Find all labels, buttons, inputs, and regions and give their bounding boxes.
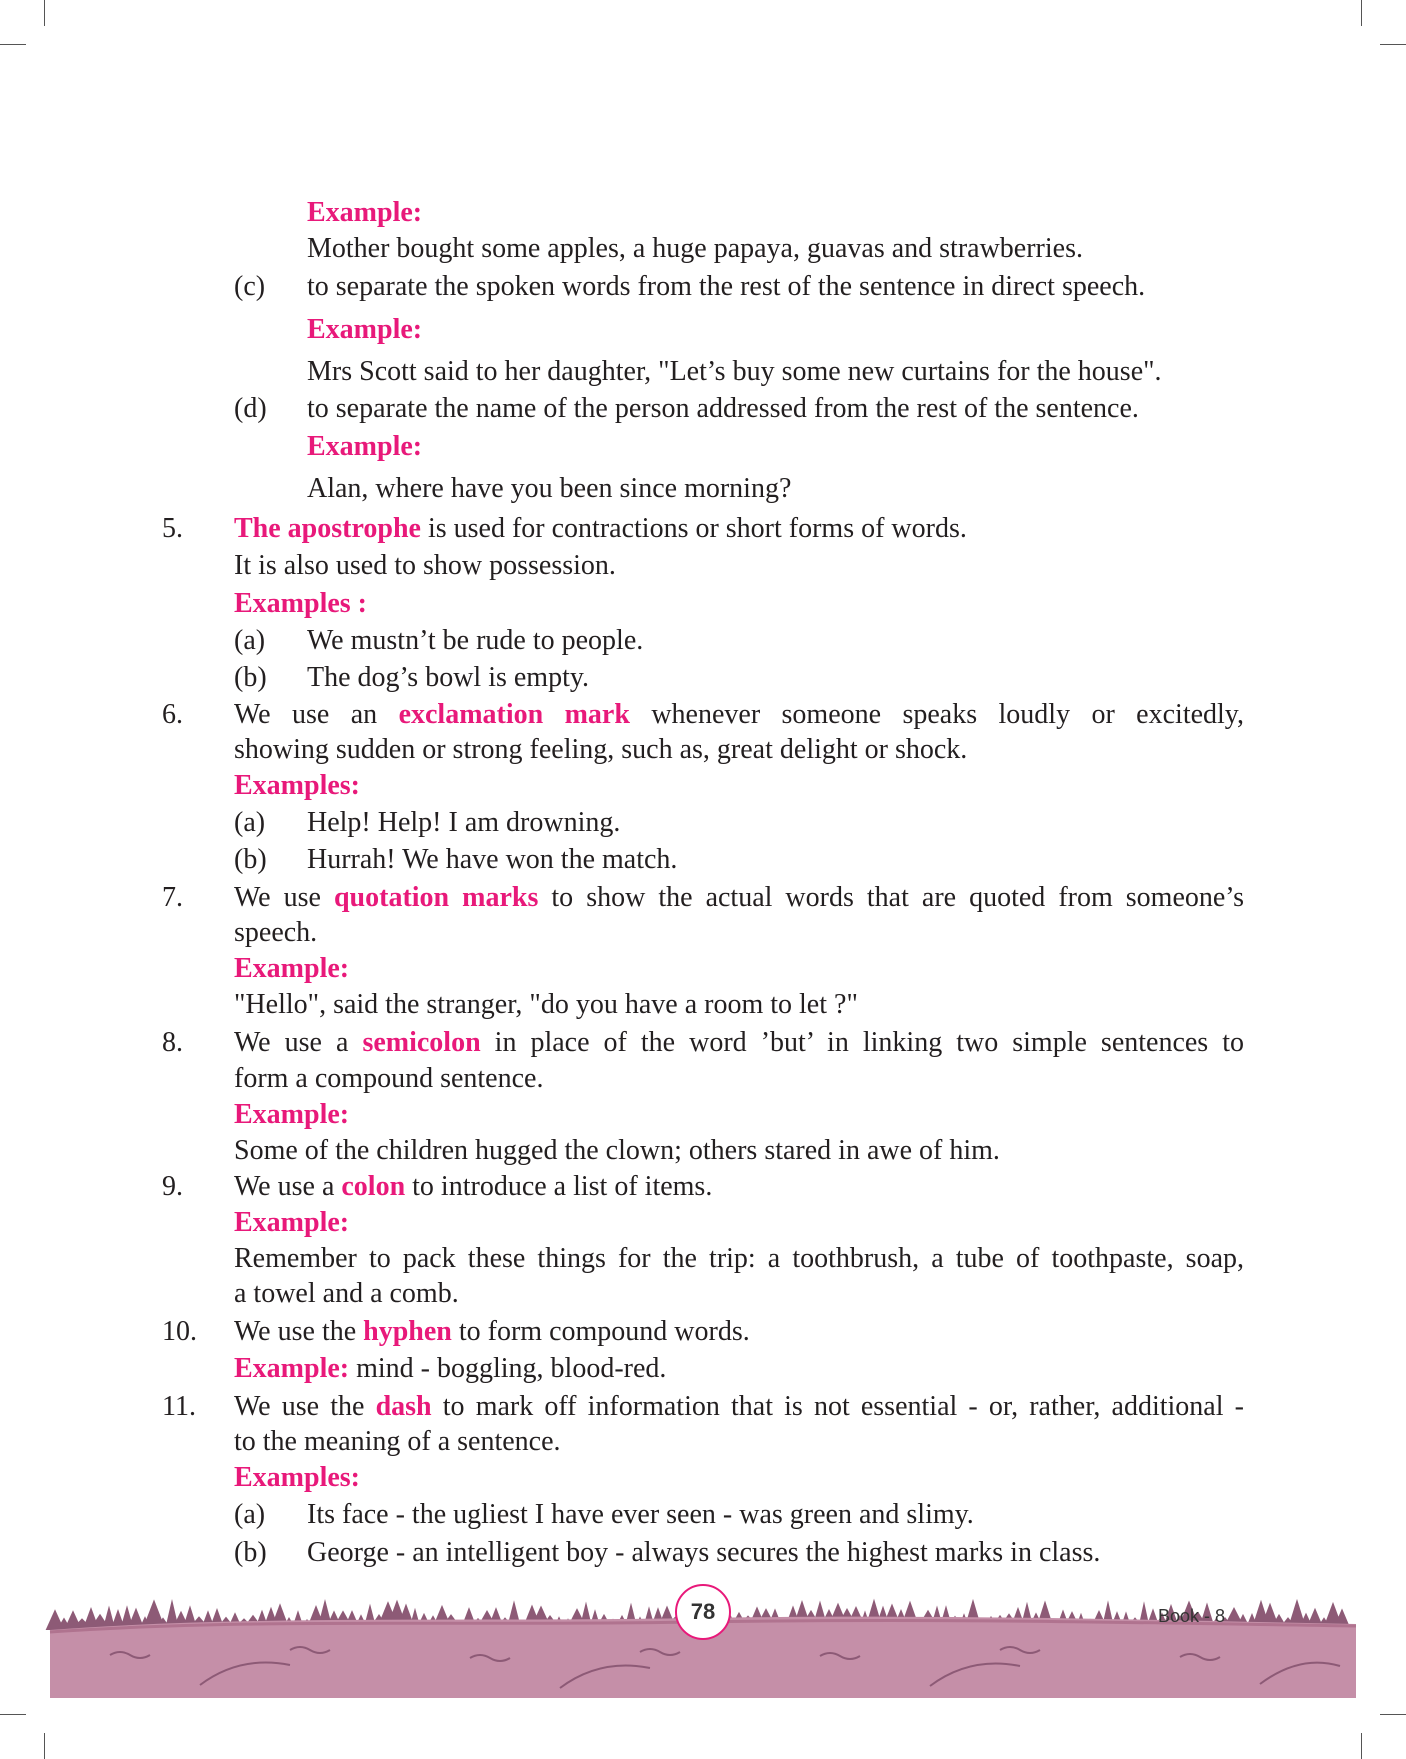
example-label: Example: <box>307 197 423 228</box>
example-text: Alan, where have you been since morning? <box>307 473 792 504</box>
item-text: form a compound sentence. <box>234 1063 544 1094</box>
item-text: speech. <box>234 917 318 948</box>
key-term: dash <box>375 1391 432 1422</box>
crop-mark <box>44 0 45 26</box>
list-marker: (b) <box>234 662 267 693</box>
example-text: "Hello", said the stranger, "do you have a room to let ?" <box>234 989 858 1020</box>
item-text: is used for contractions or short forms of words. <box>420 513 967 544</box>
example-line <box>234 1352 666 1386</box>
example-label: Example: <box>234 953 350 984</box>
item-line <box>234 1315 750 1349</box>
example-label: Example: <box>234 1353 350 1384</box>
key-term: The apostrophe <box>234 513 421 544</box>
crop-mark <box>1380 44 1406 45</box>
key-term: quotation marks <box>333 882 539 913</box>
item-text: to introduce a list of items. <box>405 1171 713 1202</box>
crop-mark <box>1361 1733 1362 1759</box>
list-marker: (d) <box>234 393 267 424</box>
example-text: Mrs Scott said to her daughter, "Let’s buy some new curtains for the house". <box>307 356 1162 387</box>
example-text: Its face - the ugliest I have ever seen - was green and slimy. <box>307 1499 974 1530</box>
example-text: Help! Help! I am drowning. <box>307 807 621 838</box>
example-text: The dog’s bowl is empty. <box>307 662 590 693</box>
item-text: We use <box>234 882 334 913</box>
example-label: Example: <box>307 314 423 345</box>
example-label: Examples : <box>234 588 367 619</box>
item-number: 7. <box>162 882 183 913</box>
crop-mark <box>0 1714 26 1715</box>
book-label: Book - 8 <box>1158 1606 1226 1626</box>
item-number: 10. <box>162 1316 197 1347</box>
item-line <box>234 1170 712 1204</box>
crop-mark <box>1380 1714 1406 1715</box>
example-label: Example: <box>307 431 423 462</box>
example-label: Example: <box>234 1099 350 1130</box>
item-line <box>234 1390 1244 1424</box>
crop-mark <box>1361 0 1362 26</box>
item-text: We use a <box>234 1027 363 1058</box>
item-number: 6. <box>162 699 183 730</box>
item-text: We use a <box>234 1171 342 1202</box>
crop-mark <box>0 44 26 45</box>
rule-text: to separate the name of the person addressed from the rest of the sentence. <box>307 393 1139 424</box>
list-marker: (a) <box>234 807 266 838</box>
item-number: 11. <box>162 1391 196 1422</box>
item-line <box>234 698 1244 732</box>
item-text: to mark off information that is not essential - or, rather, additional - <box>431 1391 1244 1422</box>
rule-text: to separate the spoken words from the rest of the sentence in direct speech. <box>307 271 1146 302</box>
key-term: colon <box>341 1171 406 1202</box>
key-term: hyphen <box>363 1316 452 1347</box>
list-marker: (c) <box>234 271 266 302</box>
example-label: Example: <box>234 1207 350 1238</box>
item-number: 5. <box>162 513 183 544</box>
item-text: We use an <box>234 699 399 730</box>
example-text: a towel and a comb. <box>234 1278 459 1309</box>
item-line <box>234 512 967 546</box>
key-term: exclamation mark <box>398 699 630 730</box>
item-number: 8. <box>162 1027 183 1058</box>
example-text: mind - boggling, blood-red. <box>349 1353 667 1384</box>
example-text: Mother bought some apples, a huge papaya, guavas and strawberries. <box>307 233 1083 264</box>
example-text: Remember to pack these things for the trip: a toothbrush, a tube of toothpaste, soap, <box>234 1243 1244 1274</box>
item-text: to the meaning of a sentence. <box>234 1426 561 1457</box>
example-text: Hurrah! We have won the match. <box>307 844 678 875</box>
item-text: We use the <box>234 1316 364 1347</box>
item-text: to form compound words. <box>451 1316 750 1347</box>
example-text: Some of the children hugged the clown; others stared in awe of him. <box>234 1135 1000 1166</box>
item-text: whenever someone speaks loudly or excitedly, <box>629 699 1244 730</box>
list-marker: (a) <box>234 625 266 656</box>
item-text: to show the actual words that are quoted from someone’s <box>538 882 1244 913</box>
example-label: Examples: <box>234 770 360 801</box>
list-marker: (b) <box>234 844 267 875</box>
page-number-badge: 78 <box>675 1584 731 1640</box>
item-text: We use the <box>234 1391 376 1422</box>
list-marker: (a) <box>234 1499 266 1530</box>
example-label: Examples: <box>234 1462 360 1493</box>
key-term: semicolon <box>362 1027 481 1058</box>
item-text: showing sudden or strong feeling, such as, great delight or shock. <box>234 734 968 765</box>
example-text: George - an intelligent boy - always secures the highest marks in class. <box>307 1537 1101 1568</box>
example-text: We mustn’t be rude to people. <box>307 625 644 656</box>
item-number: 9. <box>162 1171 183 1202</box>
item-text: It is also used to show possession. <box>234 550 616 581</box>
crop-mark <box>44 1733 45 1759</box>
item-line <box>234 881 1244 915</box>
item-line <box>234 1026 1244 1060</box>
list-marker: (b) <box>234 1537 267 1568</box>
item-text: in place of the word ’but’ in linking two simple sentences to <box>480 1027 1245 1058</box>
